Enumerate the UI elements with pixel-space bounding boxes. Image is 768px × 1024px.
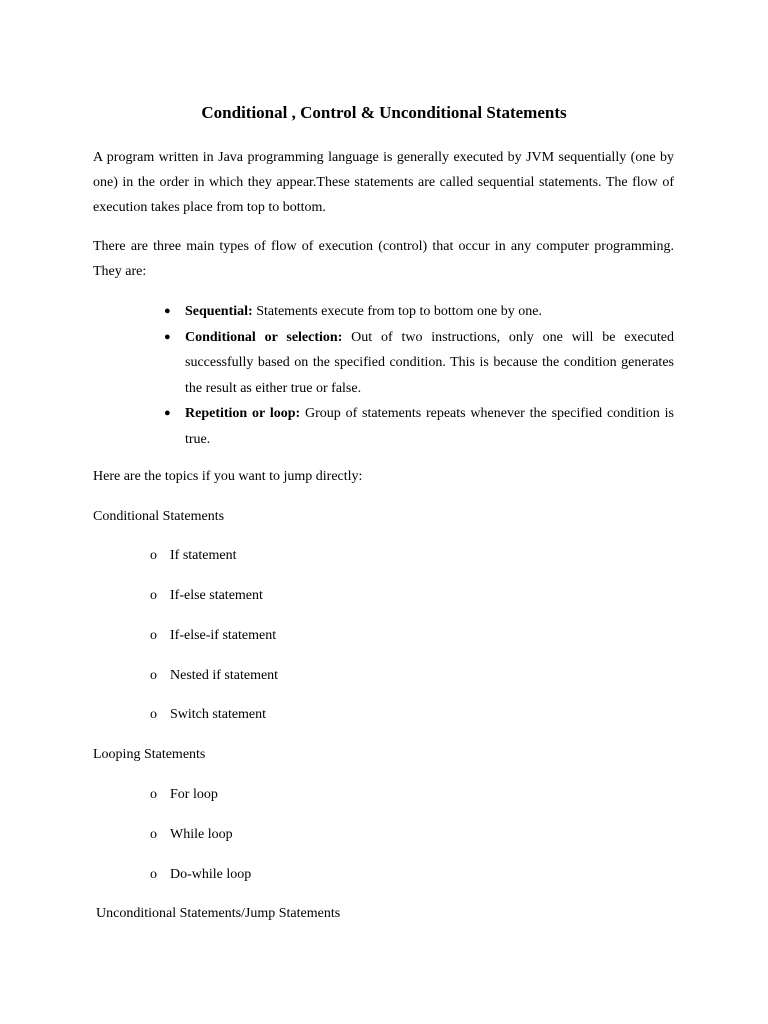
intro-paragraph: A program written in Java programming language is generally executed by JVM sequentially (one by one) in the order in which they appear.These statements are called sequential statements. The flow of execution takes place from top to bottom. <box>93 150 674 215</box>
bullet-icon: o <box>150 548 157 563</box>
topics-intro: Here are the topics if you want to jump directly: <box>93 469 363 484</box>
bullet-icon: o <box>150 867 157 882</box>
list-item <box>150 825 233 845</box>
bullet-icon: ● <box>164 330 171 343</box>
bullet-icon: o <box>150 787 157 802</box>
bullet-text: Group of statements repeats whenever the specified condition is true. <box>185 406 674 447</box>
bullet-icon: ● <box>164 305 171 317</box>
list-item <box>150 666 278 686</box>
flow-types-list <box>162 299 674 452</box>
list-item <box>150 705 266 725</box>
bullet-term: Conditional or selection: <box>185 329 343 345</box>
bullet-icon: o <box>150 588 157 603</box>
list-item <box>150 546 236 566</box>
bullet-term: Sequential: <box>185 304 253 319</box>
topic-while-loop: While loop <box>170 827 233 842</box>
bullet-text: Statements execute from top to bottom one by one. <box>252 304 542 319</box>
topic-if-else-statement: If-else statement <box>170 588 263 603</box>
bullet-icon: o <box>150 628 157 643</box>
topic-do-while-loop: Do-while loop <box>170 867 252 882</box>
topic-switch-statement: Switch statement <box>170 707 267 722</box>
list-item <box>150 785 218 805</box>
list-item <box>162 401 674 452</box>
bullet-term: Repetition or loop: <box>185 406 301 421</box>
list-item <box>150 626 276 646</box>
unconditional-heading: Unconditional Statements/Jump Statements <box>96 906 341 921</box>
bullet-text: Out of two instructions, only one will be executed successfully based on the specified condition. This is because the condition generates the result as either true or false. <box>185 329 674 396</box>
list-item <box>162 325 674 402</box>
bullet-icon: ● <box>164 407 171 419</box>
page-title: Conditional , Control & Unconditional Statements <box>201 103 567 122</box>
bullet-icon: o <box>150 668 157 683</box>
topic-for-loop: For loop <box>170 787 218 802</box>
list-item <box>150 865 251 885</box>
bullet-icon: o <box>150 707 157 722</box>
topic-if-statement: If statement <box>170 548 237 563</box>
list-item <box>150 586 263 606</box>
flow-types-paragraph: There are three main types of flow of execution (control) that occur in any computer programming. They are: <box>93 239 674 279</box>
topic-if-else-if-statement: If-else-if statement <box>170 628 277 643</box>
conditional-heading: Conditional Statements <box>93 509 225 524</box>
looping-heading: Looping Statements <box>93 747 206 762</box>
list-item <box>162 299 674 325</box>
topic-nested-if-statement: Nested if statement <box>170 668 279 683</box>
bullet-icon: o <box>150 827 157 842</box>
